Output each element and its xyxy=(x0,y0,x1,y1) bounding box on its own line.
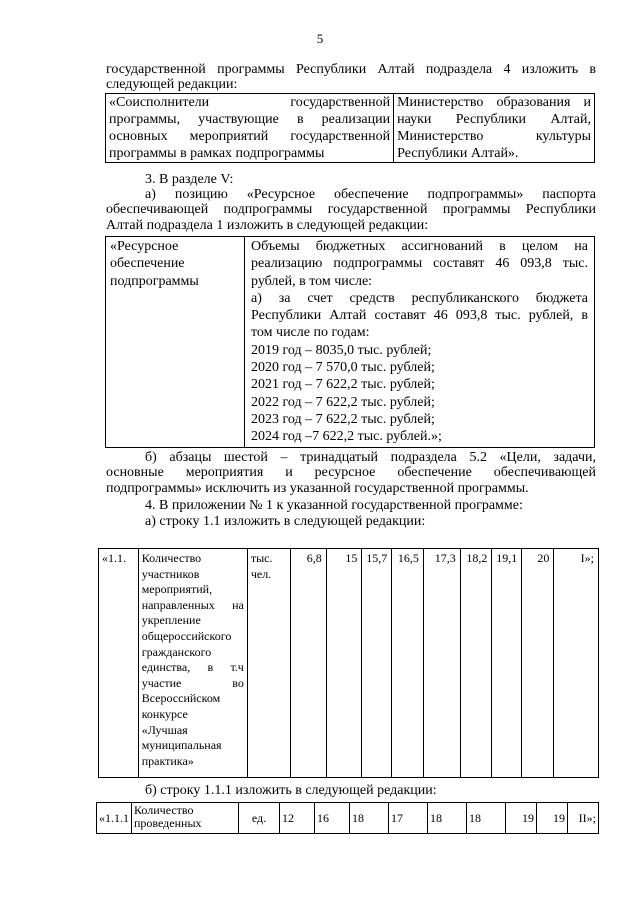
value-cell: 18 xyxy=(428,803,467,834)
desc-line: проведенных xyxy=(134,816,202,830)
desc-line: единства, в т.ч xyxy=(141,660,244,675)
table2-right-line: Объемы бюджетных ассигнований в целом на xyxy=(251,239,588,254)
desc-line: Количество xyxy=(141,551,202,565)
unit-line: тыс. xyxy=(250,551,273,565)
section-4-line-2: а) строку 1.1 изложить в следующей редакции: xyxy=(145,514,426,529)
row-1-1-table xyxy=(98,548,599,778)
resource-support-table xyxy=(105,236,595,448)
section-4b-line: б) строку 1.1.1 изложить в следующей редакции: xyxy=(145,783,437,798)
year-line: 2023 год – 7 622,2 тыс. рублей; xyxy=(251,411,435,427)
desc-line: направленных на xyxy=(141,597,244,612)
row-1-1-1-table xyxy=(96,802,599,834)
table1-right-line: науки Республики Алтай, xyxy=(397,112,591,127)
table2-left-line: обеспечение xyxy=(110,256,185,272)
section-3b-line-2: основные мероприятия и ресурсное обеспечение обеспечивающей xyxy=(106,465,596,480)
value-cell: 18 xyxy=(350,803,389,834)
desc-line: Количество xyxy=(134,803,194,817)
table2-right-line: реализацию подпрограммы составят 46 093,8 тыс. xyxy=(251,256,588,272)
table1-left-line: основных мероприятий государственной xyxy=(109,129,391,144)
row-number-cell: «1.1. xyxy=(99,549,139,778)
indicator-description-cell xyxy=(138,549,247,778)
desc-line: практика» xyxy=(141,753,194,768)
desc-line: «Лучшая xyxy=(141,722,188,737)
table1-right-line: Республики Алтай». xyxy=(397,146,519,161)
value-cell: 17 xyxy=(389,803,428,834)
value-cell: 19 xyxy=(506,803,537,834)
table2-right-line: том числе по годам: xyxy=(251,325,370,341)
coexecutors-table xyxy=(105,93,595,163)
value-cell: 17,3 xyxy=(423,549,460,778)
unit-cell: ед. xyxy=(239,803,280,834)
table1-left-line: программы в рамках подпрограммы xyxy=(109,146,325,161)
value-cell: 16,5 xyxy=(392,549,424,778)
value-cell: 16 xyxy=(315,803,350,834)
page-number: 5 xyxy=(316,31,324,46)
value-cell: 19 xyxy=(537,803,568,834)
table1-right-line: Министерство культуры xyxy=(397,129,591,144)
value-cell: 12 xyxy=(280,803,315,834)
table1-left-line: программы, участвующие в реализации xyxy=(109,112,391,127)
desc-line: конкурсе xyxy=(141,706,188,721)
unit-cell xyxy=(247,549,290,778)
row-number-cell: «1.1.1 xyxy=(97,803,132,834)
year-line: 2022 год – 7 622,2 тыс. рублей; xyxy=(251,394,435,410)
value-cell: 18 xyxy=(467,803,506,834)
section-3a-line-2: обеспечивающей подпрограммы государственной программы Республики xyxy=(106,202,596,217)
desc-line: гражданского xyxy=(141,644,212,659)
unit-line: чел. xyxy=(250,566,272,581)
year-line: 2020 год – 7 570,0 тыс. рублей; xyxy=(251,360,435,376)
coexecutors-value-cell xyxy=(394,94,595,163)
desc-line: участие во xyxy=(141,675,244,690)
table2-left-line: подпрограммы xyxy=(110,273,199,289)
section-3-title: 3. В разделе V: xyxy=(145,172,234,187)
section-4-line-1: 4. В приложении № 1 к указанной государственной программе: xyxy=(145,498,523,513)
last-cell: I»; xyxy=(554,549,599,778)
resource-label-cell xyxy=(106,237,245,448)
intro-line-2: следующей редакции: xyxy=(106,77,238,92)
intro-line-1: государственной программы Республики Алтай подраздела 4 изложить в xyxy=(106,62,596,77)
table2-right-line: а) за счет средств республиканского бюджета xyxy=(251,290,588,306)
year-line: 2021 год – 7 622,2 тыс. рублей; xyxy=(251,377,435,393)
coexecutors-label-cell xyxy=(106,94,394,163)
desc-line: участников xyxy=(141,566,200,581)
section-3b-line-3: подпрограммы» исключить из указанной государственной программы. xyxy=(106,481,529,496)
section-3a-line-1: а) позицию «Ресурсное обеспечение подпрограммы» паспорта xyxy=(145,187,596,202)
year-line: 2024 год –7 622,2 тыс. рублей.»; xyxy=(251,429,442,445)
value-cell: 19,1 xyxy=(492,549,522,778)
value-cell: 6,8 xyxy=(290,549,326,778)
value-cell: 18,2 xyxy=(460,549,492,778)
desc-line: Всероссийском xyxy=(141,691,221,706)
table2-left-line: «Ресурсное xyxy=(110,239,179,254)
table1-left-line: «Соисполнители государственной xyxy=(109,95,391,110)
desc-line: муниципальная xyxy=(141,738,222,753)
value-cell: 15 xyxy=(326,549,362,778)
value-cell: 15,7 xyxy=(362,549,392,778)
indicator-description-cell xyxy=(132,803,239,834)
table1-right-line: Министерство образования и xyxy=(397,95,591,110)
section-3a-line-3: Алтай подраздела 1 изложить в следующей редакции: xyxy=(106,218,429,233)
year-line: 2019 год – 8035,0 тыс. рублей; xyxy=(251,342,432,358)
desc-line: общероссийского xyxy=(141,628,232,643)
last-cell: II»; xyxy=(568,803,599,834)
resource-value-cell xyxy=(245,237,595,448)
desc-line: мероприятий, xyxy=(141,582,213,597)
section-3b-line-1: б) абзацы шестой – тринадцатый подраздела 5.2 «Цели, задачи, xyxy=(145,450,596,465)
value-cell: 20 xyxy=(522,549,554,778)
table2-right-line: Республики Алтай составят 46 093,8 тыс. рублей, в xyxy=(251,308,588,324)
table2-right-line: рублей, в том числе: xyxy=(251,273,373,289)
desc-line: укрепление xyxy=(141,613,201,628)
